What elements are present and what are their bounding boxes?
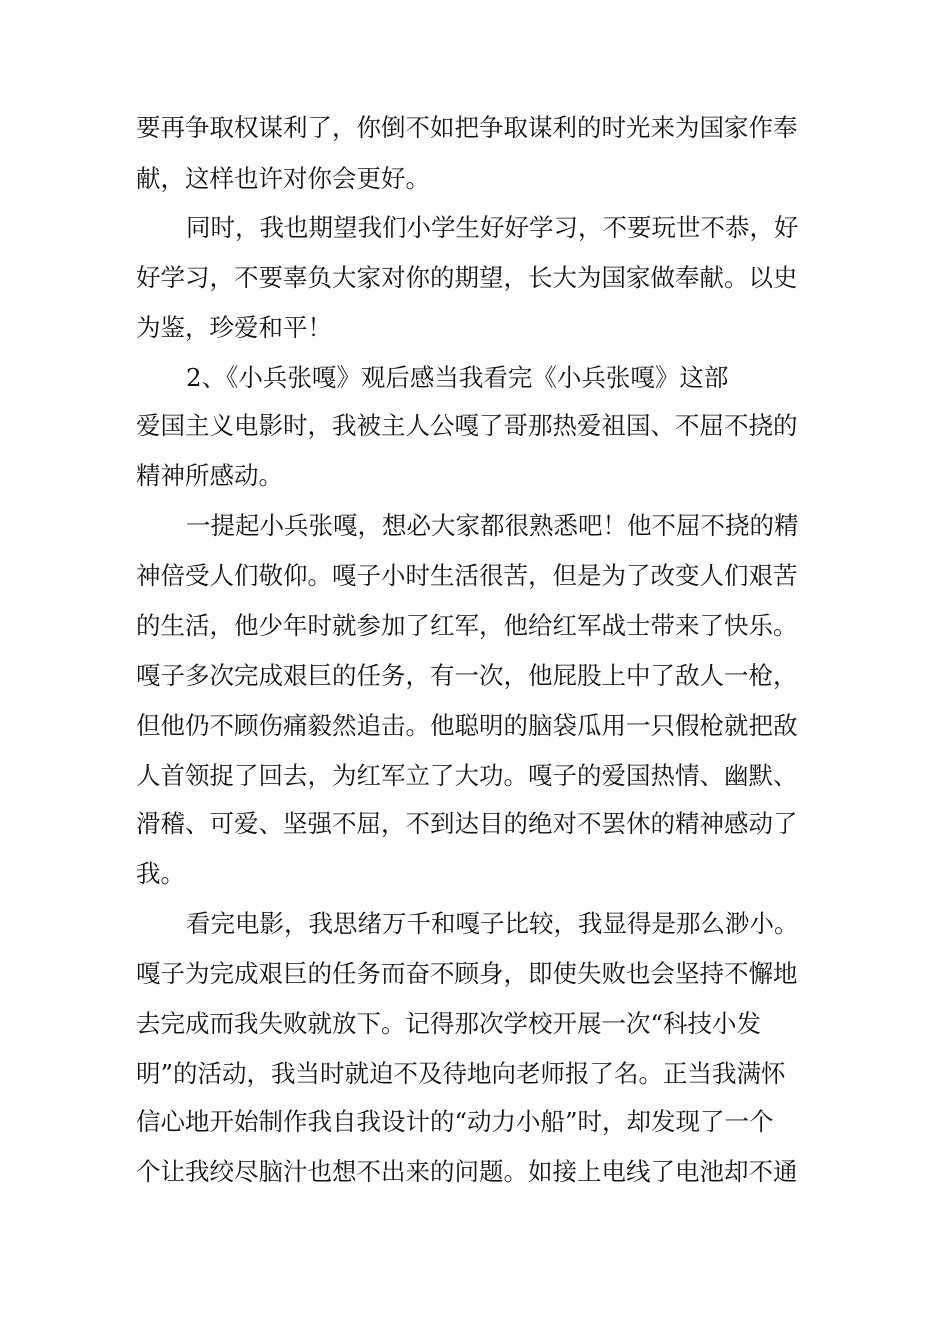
text-line: 爱国主义电影时，我被主人公嘎了哥那热爱祖国、不屈不挠的 [136, 411, 798, 440]
text-line: 神倍受人们敬仰。嘎子小时生活很苦，但是为了改变人们艰苦 [136, 561, 798, 590]
paragraph-first-line: 看完电影，我思绪万千和嘎子比较，我显得是那么渺小。 [186, 909, 799, 938]
text-line: 去完成而我失败就放下。记得那次学校开展一次“科技小发 [136, 1009, 762, 1038]
text-line: 个让我绞尽脑汁也想不出来的问题。如接上电线了电池却不通 [136, 1157, 798, 1186]
text-line: 明”的活动，我当时就迫不及待地向老师报了名。正当我满怀 [136, 1059, 786, 1088]
paragraph-first-line: 2、《小兵张嘎》观后感当我看完《小兵张嘎》这部 [186, 363, 729, 392]
paragraph-first-line: 同时，我也期望我们小学生好好学习，不要玩世不恭，好 [186, 213, 799, 242]
text-line: 我。 [136, 859, 185, 888]
text-line: 献，这样也许对你会更好。 [136, 164, 430, 193]
text-line: 精神所感动。 [136, 461, 283, 490]
text-line: 好学习，不要辜负大家对你的期望，长大为国家做奉献。以史 [136, 263, 798, 292]
paragraph-first-line: 一提起小兵张嘎，想必大家都很熟悉吧！他不屈不挠的精 [186, 511, 799, 540]
text-line: 但他仍不顾伤痛毅然追击。他聪明的脑袋瓜用一只假枪就把敌 [136, 711, 798, 740]
text-line: 信心地开始制作我自我设计的“动力小船”时，却发现了一个 [136, 1107, 774, 1136]
text-line: 嘎子为完成艰巨的任务而奋不顾身，即使失败也会坚持不懈地 [136, 959, 798, 988]
text-line: 人首领捉了回去，为红军立了大功。嘎子的爱国热情、幽默、 [136, 761, 798, 790]
text-line: 滑稽、可爱、坚强不屈，不到达目的绝对不罢休的精神感动了 [136, 809, 798, 838]
text-line: 的生活，他少年时就参加了红军，他给红军战士带来了快乐。 [136, 611, 798, 640]
text-line: 嘎子多次完成艰巨的任务，有一次，他屁股上中了敌人一枪， [136, 661, 798, 690]
text-line: 为鉴，珍爱和平！ [136, 313, 332, 342]
text-line: 要再争取权谋利了，你倒不如把争取谋利的时光来为国家作奉 [136, 113, 798, 142]
